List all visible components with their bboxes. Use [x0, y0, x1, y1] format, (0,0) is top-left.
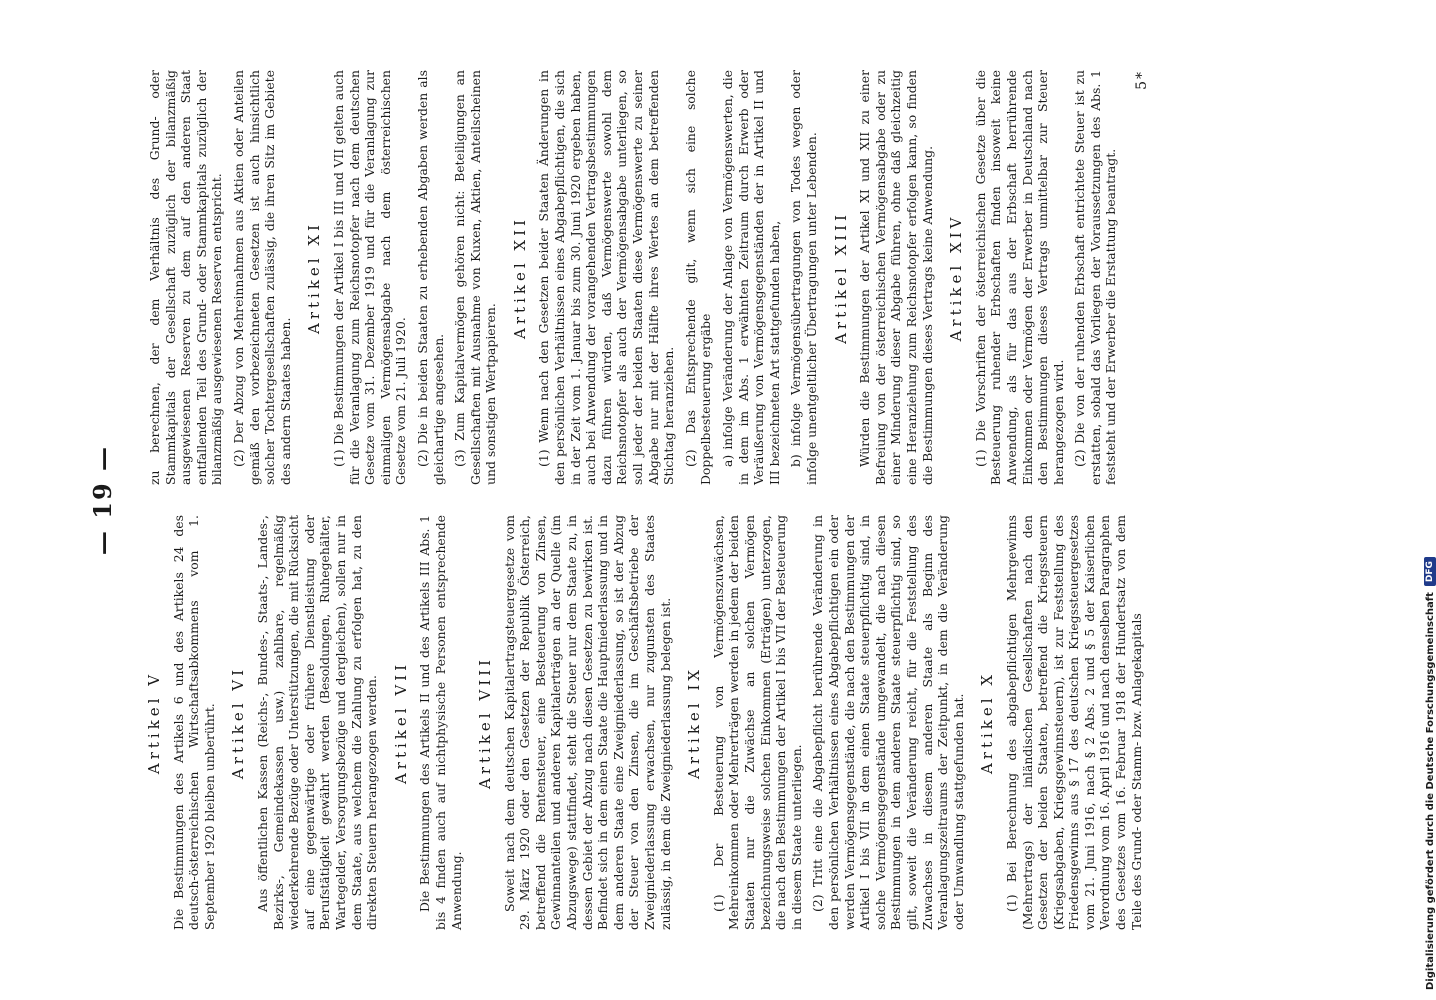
paragraph: zu berechnen, der dem Verhältnis des Grund- oder Stammkapitals der Gesellschaft zuzüglich der bilanzmäßig ausgewiesenen Reserven zu dem auf den anderen Staat entfallenden Teil des Grund- oder Stammkapitals zuzüglich der bilanzmäßig ausgewiesenen Reserven entspricht. [147, 70, 225, 485]
page-number: — 19 — [87, 444, 117, 556]
paragraph: (2) Der Abzug von Mehreinnahmen aus Aktien oder Anteilen gemäß den vorbezeichneten Gesetzen ist auch hinsichtlich solcher Tochtergesellschaften zulässig, die ihren Sitz im Gebiete des andern Staates haben. [230, 70, 293, 485]
paragraph: Aus öffentlichen Kassen (Reichs-, Bundes-, Staats-, Landes-, Bezirks-, Gemeindekassen usw.) zahlbare, regelmäßig wiederkehrende Bezüge oder Unterstützungen, die mit Rücksicht auf eine gegenwärtige oder frühere Dienstleistung oder Berufstätigkeit gewährt werden (Besoldungen, Ruhegehälter, Wartegelder, Versorgungsbezüge und dergleichen), sollen nur in dem Staate, aus welchem die Zahlung zu erfolgen hat, zu den direkten Steuern herangezogen werden. [254, 515, 380, 930]
right-column [147, 70, 1387, 485]
digitization-text: Digitalisierung gefördert durch die Deutsche Forschungsgemeinschaft [1424, 592, 1436, 990]
dfg-logo-icon: DFG [1424, 557, 1436, 586]
list-item: b) infolge Vermögensübertragungen von Todes wegen oder infolge unentgeltlicher Übertragungen unter Lebenden. [788, 70, 819, 485]
article-heading: Artikel XII [510, 216, 529, 339]
paragraph: (2) Die von der ruhenden Erbschaft entrichtete Steuer ist zu erstatten, sobald das Vorliegen der Voraussetzungen des Abs. 1 feststeht und der Erwerber die Erstattung beantragt. [1072, 70, 1119, 485]
article-heading: Artikel XIII [831, 211, 850, 344]
paragraph: (1) Der Besteuerung von Vermögenszuwächsen, Mehreinkommen oder Mehrerträgen werden in jedem der beiden Staaten nur die Zuwächse an solchen Vermögen bezeichnungsweise solchen Einkommen (Erträgen) unterzogen, die nach den Bestimmungen der Artikel I bis VII der Besteuerung in diesem Staate unterliegen. [710, 515, 804, 930]
paragraph: Die Bestimmungen des Artikels II und des Artikels III Abs. 1 bis 4 finden auch auf nichtphysische Personen entsprechende Anwendung. [417, 515, 464, 930]
article-heading: Artikel VII [391, 660, 410, 785]
paragraph: (2) Das Entsprechende gilt, wenn sich eine solche Doppelbesteuerung ergäbe [682, 70, 714, 485]
article-heading: Artikel VI [229, 665, 248, 780]
article-heading: Artikel V [145, 670, 163, 775]
left-column [147, 515, 1387, 930]
paragraph: Soweit nach dem deutschen Kapitalertragsteuergesetze vom 29. März 1920 oder den Gesetzen der Republik Österreich, betreffend die Rentensteuer, eine Besteuerung von Zinsen, Gewinnanteilen und anderen Kapitalerträgen an der Quelle (im Abzugswege) stattfindet, steht die Steuer nur dem Staate zu, in dessen Gebiet der Abzug nach diesen Gesetzen zu bewirken ist. Befindet sich in dem einen Staate die Hauptniederlassung und in dem anderen Staate eine Zweigniederlassung, so ist der Abzug der Steuer von den Zinsen, die im Geschäftsbetriebe der Zweigniederlassung erwachsen, nur zugunsten des Staates zulässig, in dem die Zweigniederlassung belegen ist. [501, 515, 673, 930]
document-page [67, 50, 1401, 950]
text-columns [147, 70, 1387, 930]
signature-mark: 5* [1134, 70, 1151, 90]
paragraph: (2) Tritt eine die Abgabepflicht berührende Veränderung in den persönlichen Verhältnissen eines Abgabepflichtigen ein oder werden Vermögensgegenstände, die nach den Bestimmungen der Artikel I bis VII in dem einen Staate steuerpflichtig sind, in solche Vermögensgegenstände umgewandelt, die nach diesen Bestimmungen in dem anderen Staate steuerpflichtig sind, so gilt, soweit die Veränderung reicht, für die Feststellung des Zuwachses in diesem anderen Staate als Beginn des Veranlagungszeitraums der Zeitpunkt, in dem die Veränderung oder Umwandlung stattgefunden hat. [810, 515, 966, 930]
paragraph: (1) Die Vorschriften der österreichischen Gesetze über die Besteuerung ruhender Erbschaften finden insoweit keine Anwendung, als für das aus der Erbschaft herrührende Einkommen oder Vermögen der Erwerber in Deutschland nach den Bestimmungen dieses Vertrags unmittelbar zur Steuer herangezogen wird. [972, 70, 1066, 485]
article-heading: Artikel XIV [947, 213, 966, 342]
article-heading: Artikel IX [685, 666, 704, 779]
paragraph: (1) Bei Berechnung des abgabepflichtigen Mehrgewinns (Mehrertrags) der inländischen Gesellschaften nach den Gesetzen der beiden Staaten, betreffend die Kriegssteuern (Kriegsabgaben, Kriegsgewinnsteuern), ist zur Feststellung des Friedensgewinns aus § 17 des deutschen Kriegssteuergesetzes vom 21. Juni 1916, nach § 2 Abs. 2 und § 5 der Kaiserlichen Verordnung vom 16. April 1916 und nach denselben Paragraphen des Gesetzes vom 16. Februar 1918 der Hundertsatz von dem Teile des Grund- oder Stamm- bzw. Anlagekapitals [1003, 515, 1144, 930]
article-heading: Artikel X [978, 670, 997, 775]
paragraph: Würden die Bestimmungen der Artikel XI und XII zu einer Befreiung von der österreichischen Vermögensabgabe oder zu einer Minderung dieser Abgabe führen, ohne daß gleichzeitig eine Heranziehung zum Reichsnotopfer erfolgen kann, so finden die Bestimmungen dieses Vertrags keine Anwendung. [857, 70, 935, 485]
list-item: a) infolge Veränderung der Anlage von Vermögenswerten, die in dem im Abs. 1 erwähnten Zeitraum durch Erwerb oder Veräußerung von Vermögensgegenständen der in Artikel II und III bezeichneten Art stattgefunden haben, [720, 70, 782, 485]
paragraph: (2) Die in beiden Staaten zu erhebenden Abgaben werden als gleichartige angesehen. [414, 70, 446, 485]
paragraph: (1) Die Bestimmungen der Artikel I bis III und VII gelten auch für die Veranlagung zum Reichsnotopfer nach dem deutschen Gesetze vom 31. Dezember 1919 und für die Veranlagung zur einmaligen Vermögensabgabe nach dem österreichischen Gesetze vom 21. Juli 1920. [330, 70, 409, 485]
paragraph: Die Bestimmungen des Artikels 6 und des Artikels 24 des deutsch-österreichischen Wirtschaftsabkommens vom 1. September 1920 bleiben unberührt. [170, 515, 217, 930]
article-heading: Artikel VIII [476, 656, 495, 789]
article-heading: Artikel XI [305, 221, 324, 334]
paragraph: (1) Wenn nach den Gesetzen beider Staaten Änderungen in den persönlichen Verhältnissen eines Abgabepflichtigen, die sich in der Zeit vom 1. Januar bis zum 30. Juni 1920 ergeben haben, auch bei Anwendung der vorangehenden Vertragsbestimmungen dazu führen würden, daß Vermögenswerte sowohl dem Reichsnotopfer als auch der Vermögensabgabe unterliegen, so soll jeder der beiden Staaten diese Vermögenswerte zu seiner Abgabe nur mit der Hälfte ihres Wertes an dem betreffenden Stichtag heranziehen. [536, 70, 677, 485]
paragraph: (3) Zum Kapitalvermögen gehören nicht: Beteiligungen an Gesellschaften mit Ausnahme von Kuxen, Aktien, Anteilscheinen und sonstigen Wertpapieren. [452, 70, 499, 485]
digitization-note [1424, 557, 1436, 990]
